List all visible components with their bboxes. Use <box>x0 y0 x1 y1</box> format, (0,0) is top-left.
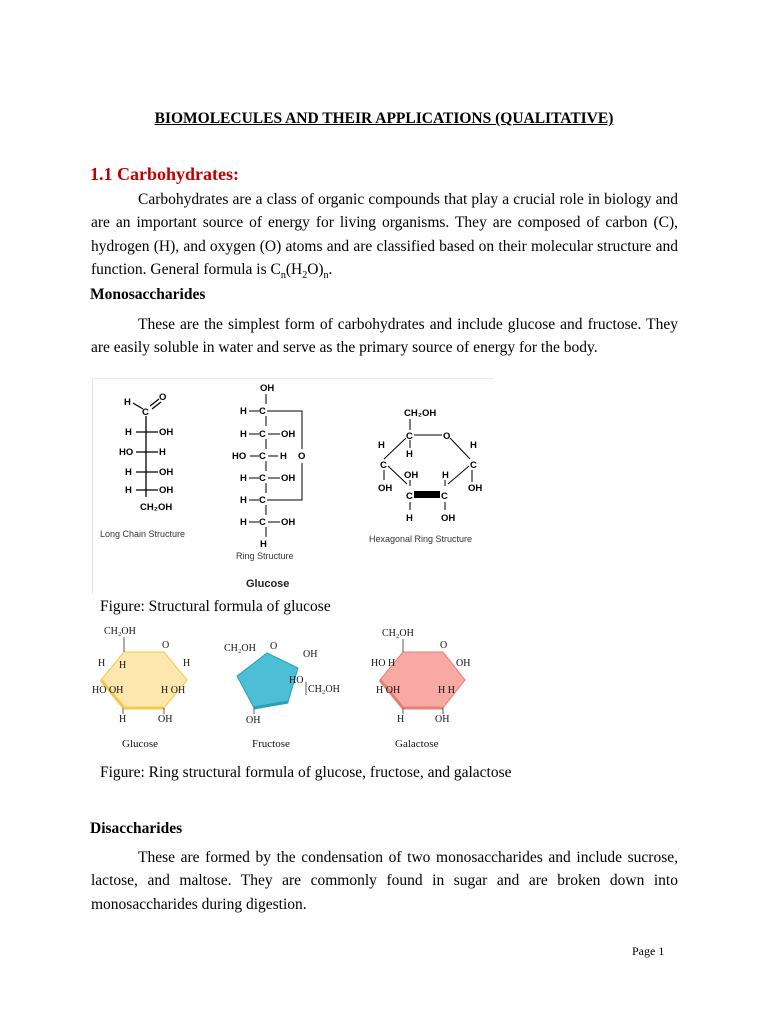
section-heading: 1.1 Carbohydrates: <box>90 164 239 184</box>
svg-text:H OH: H OH <box>161 685 186 696</box>
svg-text:H: H <box>442 470 449 481</box>
svg-text:H: H <box>125 467 132 478</box>
svg-text:CH₂OH: CH₂OH <box>404 408 437 419</box>
hexagonal-ring-label: Hexagonal Ring Structure <box>369 534 473 544</box>
svg-text:OH: OH <box>159 467 174 478</box>
long-chain-label: Long Chain Structure <box>100 529 186 539</box>
svg-text:H: H <box>98 658 106 669</box>
svg-text:H H: H H <box>438 685 455 696</box>
svg-text:HO OH: HO OH <box>92 685 124 696</box>
svg-text:H: H <box>125 427 132 438</box>
svg-text:H: H <box>125 485 132 496</box>
svg-text:O: O <box>162 640 170 651</box>
svg-text:O: O <box>159 392 167 403</box>
svg-text:H: H <box>397 714 405 725</box>
svg-text:C: C <box>259 473 266 484</box>
svg-text:C: C <box>259 517 266 528</box>
hexagonal-ring-structure <box>378 408 482 524</box>
svg-text:Glucose: Glucose <box>122 738 159 750</box>
monosaccharides-heading: Monosaccharides <box>90 286 206 303</box>
disaccharides-paragraph: These are formed by the condensation of two monosaccharides and include sucrose, lactose, and maltose. They are commonly found in sugar and are broken down into monosaccharides during digestion. <box>91 849 678 913</box>
svg-text:OH: OH <box>159 485 174 496</box>
svg-text:OH: OH <box>468 483 483 494</box>
svg-text:C: C <box>259 451 266 462</box>
glucose-ring-diagram <box>92 626 190 750</box>
long-chain-structure <box>119 392 173 513</box>
svg-text:HO H: HO H <box>371 658 396 669</box>
svg-text:OH: OH <box>456 658 471 669</box>
svg-text:Galactose: Galactose <box>395 738 439 750</box>
svg-text:H: H <box>240 473 247 484</box>
ring-structure-label: Ring Structure <box>236 551 294 561</box>
page-number: Page 1 <box>632 944 665 958</box>
general-formula: $C_n(H_2O)_n$. <box>270 260 333 281</box>
svg-text:OH: OH <box>246 715 261 726</box>
svg-text:O: O <box>443 431 451 442</box>
fructose-ring-diagram <box>224 641 340 750</box>
svg-text:H: H <box>183 658 191 669</box>
svg-text:H: H <box>280 451 287 462</box>
svg-text:HO: HO <box>232 451 247 462</box>
svg-text:CH₂OH: CH₂OH <box>382 628 414 639</box>
svg-text:H: H <box>240 495 247 506</box>
svg-text:OH: OH <box>281 429 296 440</box>
ring-formula-figure <box>92 620 492 760</box>
svg-text:O: O <box>298 451 306 462</box>
svg-text:OH: OH <box>303 649 318 660</box>
svg-text:H: H <box>240 517 247 528</box>
svg-text:OH: OH <box>378 483 393 494</box>
svg-text:C: C <box>259 429 266 440</box>
svg-text:C: C <box>406 491 413 502</box>
svg-text:H: H <box>240 406 247 417</box>
svg-text:C: C <box>380 460 387 471</box>
svg-text:OH: OH <box>281 473 296 484</box>
svg-text:OH: OH <box>281 517 296 528</box>
intro-text: Carbohydrates are a class of organic compounds that play a crucial role in biology and are an important source of energy for living organisms. They are composed of carbon (C), hydrogen (H), and oxygen (O) atoms and are classified based on their molecular structure and function. General formula is <box>91 191 678 278</box>
svg-text:OH: OH <box>159 427 174 438</box>
svg-text:C: C <box>142 407 149 418</box>
ring-structure <box>232 383 305 550</box>
svg-text:CH₂OH: CH₂OH <box>224 643 256 654</box>
svg-text:C: C <box>470 460 477 471</box>
svg-text:C: C <box>259 406 266 417</box>
svg-text:C: C <box>406 431 413 442</box>
disaccharides-heading: Disaccharides <box>90 820 183 837</box>
glucose-figure-label: Glucose <box>246 578 290 590</box>
galactose-ring-diagram <box>371 628 470 750</box>
monosaccharides-paragraph: These are the simplest form of carbohydrates and include glucose and fructose. They are easily soluble in water and serve as the primary source of energy for the body. <box>91 316 678 357</box>
svg-text:H: H <box>159 447 166 458</box>
svg-text:Fructose: Fructose <box>252 738 290 750</box>
intro-paragraph <box>91 188 678 287</box>
svg-text:H: H <box>470 440 477 451</box>
svg-text:H: H <box>260 539 267 550</box>
svg-text:HO: HO <box>289 675 304 686</box>
glucose-structure-figure <box>92 378 494 594</box>
svg-text:C: C <box>441 491 448 502</box>
svg-text:OH: OH <box>441 513 456 524</box>
svg-text:H: H <box>119 714 127 725</box>
svg-text:O: O <box>440 640 448 651</box>
svg-text:OH: OH <box>260 383 275 394</box>
svg-text:OH: OH <box>158 714 173 725</box>
svg-text:H: H <box>406 449 413 460</box>
svg-text:OH: OH <box>435 714 450 725</box>
svg-text:H OH: H OH <box>376 685 401 696</box>
svg-text:OH: OH <box>404 470 419 481</box>
svg-text:CH₂OH: CH₂OH <box>104 626 136 637</box>
figure2-caption: Figure: Ring structural formula of glucose, fructose, and galactose <box>100 764 512 781</box>
svg-text:H: H <box>124 397 131 408</box>
svg-text:H: H <box>119 660 127 671</box>
svg-text:HO: HO <box>119 447 134 458</box>
svg-text:H: H <box>240 429 247 440</box>
svg-text:O: O <box>270 641 278 652</box>
svg-text:H: H <box>406 513 413 524</box>
figure1-caption: Figure: Structural formula of glucose <box>100 598 331 615</box>
svg-text:H: H <box>378 440 385 451</box>
svg-text:CH₂OH: CH₂OH <box>308 684 340 695</box>
svg-text:C: C <box>259 495 266 506</box>
document-title: BIOMOLECULES AND THEIR APPLICATIONS (QUALITATIVE) <box>154 110 614 127</box>
svg-text:CH₂OH: CH₂OH <box>140 502 173 513</box>
